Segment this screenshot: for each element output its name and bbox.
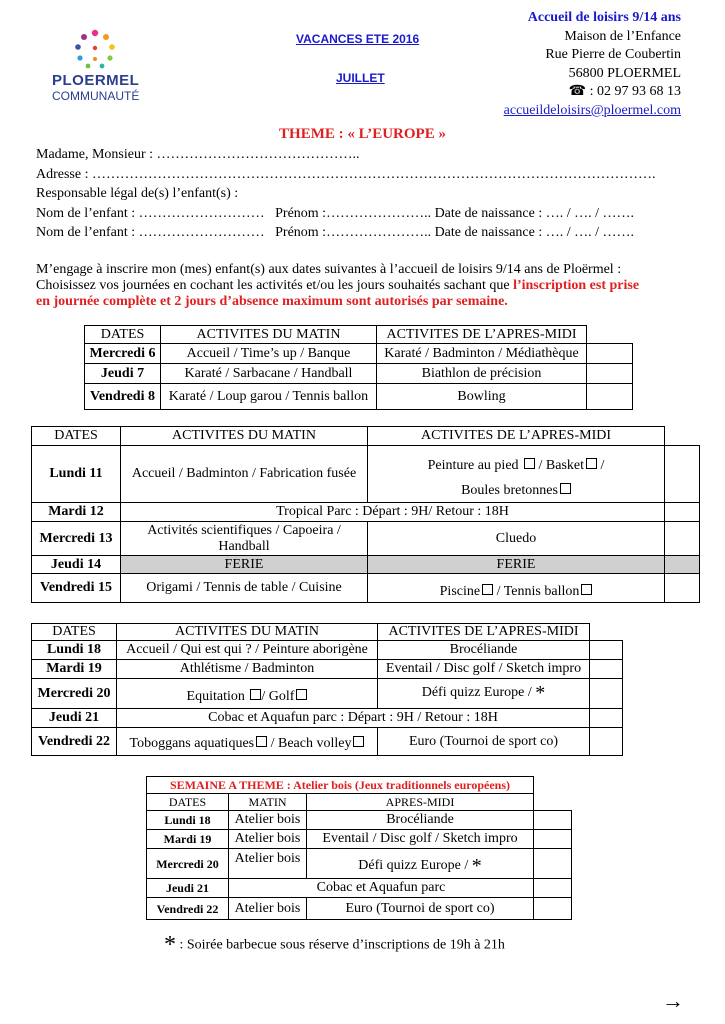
row-afternoon[interactable] bbox=[307, 849, 534, 879]
table-row bbox=[32, 574, 700, 603]
row-date: Mardi 12 bbox=[32, 503, 121, 522]
header-afternoon: APRES-MIDI bbox=[307, 794, 534, 811]
row-morning[interactable]: Accueil / Time’s up / Banque bbox=[161, 344, 377, 364]
table-row bbox=[147, 830, 572, 849]
intro-p1: M’engage à inscrire mon (mes) enfant(s) aux dates suivantes à l’accueil de loisirs 9/14 ans de Ploërmel : bbox=[36, 262, 622, 277]
option-checkbox[interactable] bbox=[250, 689, 261, 700]
day-checkbox[interactable] bbox=[665, 503, 700, 522]
address-phone-row bbox=[504, 83, 681, 102]
day-checkbox[interactable] bbox=[665, 446, 700, 503]
day-checkbox[interactable] bbox=[590, 641, 623, 660]
row-afternoon[interactable]: Eventail / Disc golf / Sketch impro bbox=[307, 830, 534, 849]
option-checkbox[interactable] bbox=[482, 584, 493, 595]
table-row bbox=[85, 384, 633, 410]
table-row bbox=[147, 849, 572, 879]
row-afternoon[interactable]: Karaté / Badminton / Médiathèque bbox=[377, 344, 587, 364]
theme-title-row bbox=[147, 777, 572, 794]
row-morning[interactable]: Accueil / Badminton / Fabrication fusée bbox=[121, 446, 368, 503]
day-checkbox[interactable] bbox=[534, 830, 572, 849]
row-morning[interactable]: Karaté / Sarbacane / Handball bbox=[161, 364, 377, 384]
row-morning[interactable]: Atelier bois bbox=[229, 898, 307, 920]
intro-p2-red: l’inscription est prise bbox=[513, 278, 640, 293]
address-name: Accueil de loisirs 9/14 ans bbox=[527, 10, 681, 25]
afternoon-line1 bbox=[370, 449, 662, 483]
form-child-2: Nom de l’enfant : ……………………… Prénom :………………….. Date de naissance : …. / …. / ……. bbox=[36, 225, 635, 240]
option-separator: / bbox=[600, 458, 605, 473]
header-month: JUILLET bbox=[336, 71, 385, 85]
row-morning: FERIE bbox=[121, 556, 368, 574]
table-row bbox=[32, 503, 700, 522]
header-morning: ACTIVITES DU MATIN bbox=[121, 427, 368, 446]
row-date: Jeudi 14 bbox=[32, 556, 121, 574]
row-fullday[interactable]: Cobac et Aquafun parc bbox=[229, 879, 534, 898]
table-row bbox=[147, 811, 572, 830]
row-afternoon[interactable]: Brocéliande bbox=[307, 811, 534, 830]
header-dates: DATES bbox=[85, 326, 161, 344]
afternoon-label: Défi quizz Europe / bbox=[358, 858, 469, 874]
table-row bbox=[147, 879, 572, 898]
address-line2: Rue Pierre de Coubertin bbox=[545, 47, 681, 62]
row-date: Jeudi 21 bbox=[32, 709, 117, 728]
row-morning[interactable]: Atelier bois bbox=[229, 830, 307, 849]
header-afternoon: ACTIVITES DE L’APRES-MIDI bbox=[368, 427, 665, 446]
table-row bbox=[85, 364, 633, 384]
option-label: Toboggans aquatiques bbox=[129, 735, 255, 751]
row-afternoon bbox=[368, 574, 665, 603]
address-line3: 56800 PLOERMEL bbox=[568, 65, 681, 81]
address-phone: : 02 97 93 68 13 bbox=[589, 84, 681, 99]
option-label: / Golf bbox=[261, 688, 295, 704]
logo-line1: PLOERMEL bbox=[52, 72, 140, 89]
header-afternoon: ACTIVITES DE L’APRES-MIDI bbox=[378, 624, 590, 641]
row-date: Lundi 18 bbox=[32, 641, 117, 660]
row-date: Jeudi 21 bbox=[147, 879, 229, 898]
row-morning[interactable]: Activités scientifiques / Capoeira / Handball bbox=[121, 522, 368, 556]
address-line1: Maison de l’Enfance bbox=[564, 28, 681, 44]
row-morning[interactable]: Karaté / Loup garou / Tennis ballon bbox=[161, 384, 377, 410]
row-date: Mercredi 13 bbox=[32, 522, 121, 556]
table-week3 bbox=[31, 623, 623, 756]
theme-title: THEME : « L’EUROPE » bbox=[279, 126, 446, 142]
day-checkbox[interactable] bbox=[534, 811, 572, 830]
header-morning: MATIN bbox=[229, 794, 307, 811]
table-row bbox=[32, 660, 623, 679]
form-child-1: Nom de l’enfant : ……………………… Prénom :………………….. Date de naissance : …. / …. / ……. bbox=[36, 205, 635, 221]
row-afternoon[interactable]: Eventail / Disc golf / Sketch impro bbox=[378, 660, 590, 679]
header-morning: ACTIVITES DU MATIN bbox=[161, 326, 377, 344]
header-dates: DATES bbox=[32, 624, 117, 641]
day-checkbox[interactable] bbox=[587, 344, 633, 364]
logo bbox=[40, 26, 150, 116]
row-afternoon[interactable]: Euro (Tournoi de sport co) bbox=[378, 728, 590, 756]
row-date: Vendredi 15 bbox=[32, 574, 121, 603]
option-checkbox[interactable] bbox=[524, 458, 535, 469]
table-header-row bbox=[32, 427, 700, 446]
form-legal: Responsable légal de(s) l’enfant(s) : bbox=[36, 186, 239, 201]
option-checkbox[interactable] bbox=[560, 483, 571, 494]
row-afternoon[interactable]: Cluedo bbox=[368, 522, 665, 556]
option-checkbox[interactable] bbox=[581, 584, 592, 595]
logo-dots-icon bbox=[40, 26, 150, 78]
table-week2 bbox=[31, 426, 700, 603]
row-morning bbox=[117, 728, 378, 756]
table-row bbox=[32, 556, 700, 574]
table-header-row bbox=[85, 326, 633, 344]
row-morning bbox=[117, 679, 378, 709]
table-row bbox=[147, 898, 572, 920]
day-checkbox[interactable] bbox=[587, 384, 633, 410]
row-date: Vendredi 22 bbox=[147, 898, 229, 920]
option-label: / Tennis ballon bbox=[496, 584, 580, 599]
header-afternoon: ACTIVITES DE L’APRES-MIDI bbox=[377, 326, 587, 344]
afternoon-line2 bbox=[370, 483, 662, 499]
intro-p2-row bbox=[36, 278, 684, 294]
afternoon-label: Défi quizz Europe / bbox=[421, 685, 532, 701]
row-morning[interactable]: Atelier bois bbox=[229, 811, 307, 830]
row-date: Mardi 19 bbox=[147, 830, 229, 849]
table-week1 bbox=[84, 325, 633, 410]
day-checkbox[interactable] bbox=[534, 879, 572, 898]
day-checkbox[interactable] bbox=[590, 728, 623, 756]
option-label: Boules bretonnes bbox=[461, 483, 558, 498]
footnote-text: : Soirée barbecue sous réserve d’inscriptions de 19h à 21h bbox=[179, 937, 505, 953]
intro-p2: Choisissez vos journées en cochant les activités et/ou les jours souhaités sachant que bbox=[36, 278, 510, 293]
table-row bbox=[32, 679, 623, 709]
day-checkbox[interactable] bbox=[590, 679, 623, 709]
header-dates: DATES bbox=[32, 427, 121, 446]
option-checkbox[interactable] bbox=[586, 458, 597, 469]
row-fullday[interactable]: Cobac et Aquafun parc : Départ : 9H / Retour : 18H bbox=[117, 709, 590, 728]
header-title: VACANCES ETE 2016 bbox=[296, 32, 420, 46]
footnote-asterisk: * bbox=[164, 932, 176, 958]
row-date: Mardi 19 bbox=[32, 660, 117, 679]
row-afternoon[interactable]: Brocéliande bbox=[378, 641, 590, 660]
form-address: Adresse : …………………………………………………………………………………………………………. bbox=[36, 166, 656, 182]
form-guardian: Madame, Monsieur : …………………………………….. bbox=[36, 147, 360, 162]
row-afternoon[interactable]: Bowling bbox=[377, 384, 587, 410]
asterisk-mark: * bbox=[471, 855, 482, 878]
day-checkbox[interactable] bbox=[590, 709, 623, 728]
day-checkbox[interactable] bbox=[665, 522, 700, 556]
day-checkbox[interactable] bbox=[534, 898, 572, 920]
intro-block bbox=[36, 262, 684, 310]
next-page-arrow-icon: → bbox=[662, 988, 684, 1013]
phone-icon: ☎ bbox=[568, 84, 587, 99]
table-row bbox=[32, 522, 700, 556]
row-afternoon[interactable]: Euro (Tournoi de sport co) bbox=[307, 898, 534, 920]
option-checkbox[interactable] bbox=[296, 689, 307, 700]
row-date: Jeudi 7 bbox=[85, 364, 161, 384]
row-date: Mercredi 6 bbox=[85, 344, 161, 364]
row-date: Vendredi 22 bbox=[32, 728, 117, 756]
asterisk-mark: * bbox=[535, 682, 546, 705]
option-label: Peinture au pied bbox=[427, 458, 519, 473]
row-morning[interactable]: Atelier bois bbox=[229, 849, 307, 879]
table-theme-week bbox=[146, 776, 572, 920]
form-block bbox=[36, 145, 656, 243]
table-header-row bbox=[147, 794, 572, 811]
day-checkbox[interactable] bbox=[665, 574, 700, 603]
day-checkbox[interactable] bbox=[587, 364, 633, 384]
option-label: Piscine bbox=[439, 584, 481, 599]
row-morning[interactable]: Athlétisme / Badminton bbox=[117, 660, 378, 679]
day-checkbox[interactable] bbox=[534, 849, 572, 879]
row-date: Lundi 18 bbox=[147, 811, 229, 830]
option-label: Equitation bbox=[186, 688, 245, 704]
address-block bbox=[504, 9, 681, 120]
option-checkbox[interactable] bbox=[353, 736, 364, 747]
row-morning[interactable]: Origami / Tennis de table / Cuisine bbox=[121, 574, 368, 603]
table-row bbox=[32, 728, 623, 756]
row-date: Vendredi 8 bbox=[85, 384, 161, 410]
row-morning[interactable]: Accueil / Qui est qui ? / Peinture aborigène bbox=[117, 641, 378, 660]
option-label: / Basket bbox=[538, 458, 585, 473]
table-header-row bbox=[32, 624, 623, 641]
row-date: Lundi 11 bbox=[32, 446, 121, 503]
header-morning: ACTIVITES DU MATIN bbox=[117, 624, 378, 641]
intro-p3-red: en journée complète et 2 jours d’absence maximum sont autorisés par semaine. bbox=[36, 294, 508, 309]
table-row bbox=[32, 446, 700, 503]
address-email[interactable]: accueildeloisirs@ploermel.com bbox=[503, 102, 681, 118]
footnote bbox=[164, 932, 505, 959]
option-label: / Beach volley bbox=[270, 735, 352, 751]
logo-line2: COMMUNAUTÉ bbox=[52, 89, 140, 103]
header-dates: DATES bbox=[147, 794, 229, 811]
theme-week-title: SEMAINE A THEME : Atelier bois (Jeux traditionnels européens) bbox=[147, 777, 534, 794]
table-row bbox=[85, 344, 633, 364]
option-checkbox[interactable] bbox=[256, 736, 267, 747]
table-row bbox=[32, 641, 623, 660]
row-afternoon: FERIE bbox=[368, 556, 665, 574]
row-date: Mercredi 20 bbox=[32, 679, 117, 709]
row-afternoon[interactable] bbox=[378, 679, 590, 709]
day-checkbox bbox=[665, 556, 700, 574]
row-fullday[interactable]: Tropical Parc : Départ : 9H/ Retour : 18H bbox=[121, 503, 665, 522]
row-afternoon bbox=[368, 446, 665, 503]
table-row bbox=[32, 709, 623, 728]
row-date: Mercredi 20 bbox=[147, 849, 229, 879]
day-checkbox[interactable] bbox=[590, 660, 623, 679]
row-afternoon[interactable]: Biathlon de précision bbox=[377, 364, 587, 384]
